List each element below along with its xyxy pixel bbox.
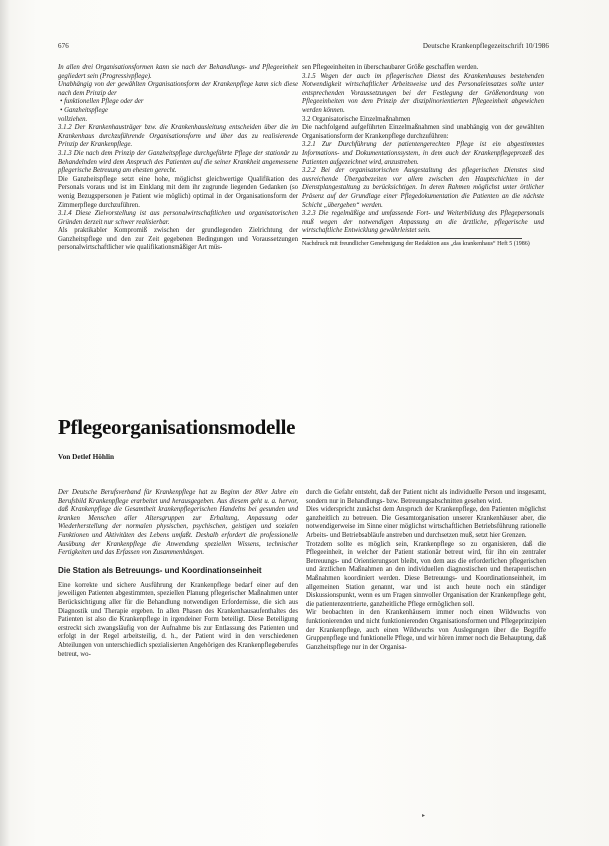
paragraph: Wir beobachten in den Krankenhäusern immer noch einen Wildwuchs von funktionierenden und nicht funktionierenden Organisationsformen und Pflegeprinzipien der Krankenpflege, auch einen Wildwuchs von Auslegungen über die Begriffe Gruppenpflege und funktionelle Pflege, und wir hören immer noch die Behauptung, daß Ganzheitspflege nur in der Organisa- [306,609,546,651]
article-author: Von Detlef Höhlin [58,452,115,461]
paragraph: vollziehen. [58,115,88,123]
bottom-right-column [306,489,546,652]
paragraph: Trotzdem sollte es möglich sein, Krankenpflege so zu organisieren, daß die Pflegeeinheit, in welcher der Patient stationär betreut wird, für ihn ein zentraler Betreuungs- und Orientierungsort bleibt, von dem aus die erforderlichen pflegerischen und ärztlichen Maßnahmen an den individuellen diagnostischen und therapeutischen Maßnahmen koordiniert werden. Diese Betreuungs- und Koordinationseinheit, im allgemeinen Station genannt, war und ist auch heute noch ein ständiger Diskussionspunkt, wenn es um Fragen sinnvoller Organisation der Krankenpflege geht, die patientenzentrierte, ganzheitliche Pflege ermöglichen soll. [306,540,546,608]
top-left-column [58,64,298,253]
paragraph: 3.1.4 Diese Zielvorstellung ist aus personalwirtschaftlichen und organisatorischen Gründen derzeit nur schwer realisierbar. [58,210,298,226]
paragraph: Dies widerspricht zunächst dem Anspruch der Krankenpflege, den Patienten möglichst ganzheitlich zu betreuen. Die Gesamtorganisation unserer Krankenhäuser aber, die notwendigerweise im Sinne einer möglichst wirtschaftlichen Betriebsführung rationelle Arbeits- und Betriebsabläufe anstreben und durchsetzen muß, setzt hier Grenzen. [306,506,546,539]
reprint-note: Nachdruck mit freundlicher Genehmigung der Redaktion aus „das krankenhaus“ Heft 5 (1986) [302,240,530,247]
paragraph: durch die Gefahr entsteht, daß der Patient nicht als individuelle Person und insgesamt, sondern nur in Behandlungs- bzw. Betreuungsabschnitten gesehen wird. [306,489,546,505]
section-heading: Die Station als Betreuungs- und Koordinationseinheit [58,565,262,575]
article-title: Pflegeorganisationsmodelle [58,415,296,439]
paragraph: 3.2.3 Die regelmäßige und umfassende Fort- und Weiterbildung des Pflegepersonals muß wegen der notwendigen Anpassung an die ärztliche, pflegerische und wirtschaftliche Entwicklung gewährleistet sein. [302,210,544,235]
paragraph: Die nachfolgend aufgeführten Einzelmaßnahmen sind unabhängig von der gewählten Organisationsform der Krankenpflege durchzuführen: [302,124,544,140]
paragraph: Die Ganzheitspflege setzt eine hohe, möglichst gleichwertige Qualifikation des Personals voraus und ist im Einklang mit dem ihr zugrunde liegenden Gedanken (so wenig Bezugspersonen je Patient wie möglich) optimal in der Organisationsform der Zimmerpflege durchzuführen. [58,175,298,209]
bullet-item: • Ganzheitspflege [60,106,108,114]
intro-paragraph: Der Deutsche Berufsverband für Krankenpflege hat zu Beginn der 80er Jahre ein Berufsbild Krankenpflege erarbeitet und herausgegeben. Aus diesem geht u. a. hervor, daß Krankenpflege die Gesamtheit krankenpflegerischen Handelns bei gesunden und kranken Menschen aller Altersgruppen zur Erhaltung, Anpassung oder Wiederherstellung der normalen physischen, psychischen, geistigen und sozialen Funktionen und Aktivitäten des Lebens umfaßt. Deshalb erfordert die professionelle Ausübung der Krankenpflege die Anwendung speziellen Wissens, technischer Fertigkeiten und das Erfassen von Zusammenhängen. [58,489,298,557]
page-number: 676 [58,42,69,50]
continuation-mark: ▸ [422,813,426,819]
paragraph: In allen drei Organisationsformen kann sie nach der Behandlungs- und Pflegeeinheit gegliedert sein (Progressivpflege). [58,64,298,80]
paragraph: 3.1.3 Die nach dem Prinzip der Ganzheitspflege durchgeführte Pflege der stationär zu Behandelnden wird dem Anspruch des Patienten auf die seiner Krankheit angemessene pflegerische Betreuung am ehesten gerecht. [58,149,298,175]
running-header [58,42,549,54]
section-heading: 3.2 Organisatorische Einzelmaßnahmen [302,115,411,123]
paragraph: 3.2.2 Bei der organisatorischen Ausgestaltung des pflegerischen Dienstes sind ausreichende Übergabezeiten vor allem zwischen den Hauptschichten in der Dienstplangestaltung zu berücksichtigen. In deren Rahmen möglichst unter örtlicher Präsenz auf der Grundlage einer Pflegedokumentation die Patienten an die nächste Schicht „übergeben“ werden. [302,167,544,209]
divider [302,238,522,239]
paragraph: 3.2.1 Zur Durchführung der patientengerechten Pflege ist ein abgestimmtes Informations- und Dokumentationssystem, in dem auch der Krankenpflegeprozeß des Patienten aufgezeichnet wird, anzustreben. [302,141,544,166]
page-edge-shadow [0,0,10,846]
bullet-item: • funktionellen Pflege oder der [60,98,144,106]
paragraph: Unabhängig von der gewählten Organisationsform der Krankenpflege kann sich diese nach dem Prinzip der [58,81,298,97]
paragraph: sen Pflegeeinheiten in überschaubarer Größe geschaffen werden. [302,64,479,71]
top-right-column [302,64,544,248]
paragraph: Eine korrekte und sichere Ausführung der Krankenpflege bedarf einer auf den jeweiligen Patienten abgestimmten, speziellen Planung pflegerischer Maßnahmen unter Berücksichtigung aller für die Behandlung notwendigen Erfordernisse, die sich aus Diagnostik und Therapie ergeben. In allen Phasen des Krankenhausaufenthaltes des Patienten ist also die Krankenpflege in irgendeiner Form beteiligt. Diese Beteiligung erstreckt sich zwangsläufig von der Aufnahme bis zur Entlassung des Patienten und erfolgt in der Regel arbeitsteilig, d. h., der Patient wird in den verschiedenen Abteilungen von unterschiedlich spezialisierten Angehörigen des Krankenpflegeberufes betreut, wo- [58,581,298,658]
bottom-left-column [58,489,298,659]
journal-title: Deutsche Krankenpflegezeitschrift 10/1986 [422,42,549,50]
paragraph: Als praktikabler Kompromiß zwischen der grundlegenden Zielrichtung der Ganzheitspflege und den zur Zeit gegebenen Bedingungen und Voraussetzungen personalwirtschaftlicher wie qualifikationsmäßiger Art müs- [58,227,298,252]
paragraph: 3.1.2 Der Krankenhausträger bzw. die Krankenhausleitung entscheiden über die im Krankenhaus durchzuführende Organisationsform und über das zu realisierende Prinzip der Krankenpflege. [58,124,298,149]
paragraph: 3.1.5 Wegen der auch im pflegerischen Dienst des Krankenhauses bestehenden Notwendigkeit wirtschaftlicher Arbeitsweise und des Personaleinsatzes sollte unter entsprechenden Voraussetzungen bei der Festlegung der Größenordnung von Pflegeeinheiten von dem Prinzip der disziplinorientierten Pflegeeinheit abgewichen werden können. [302,72,544,114]
